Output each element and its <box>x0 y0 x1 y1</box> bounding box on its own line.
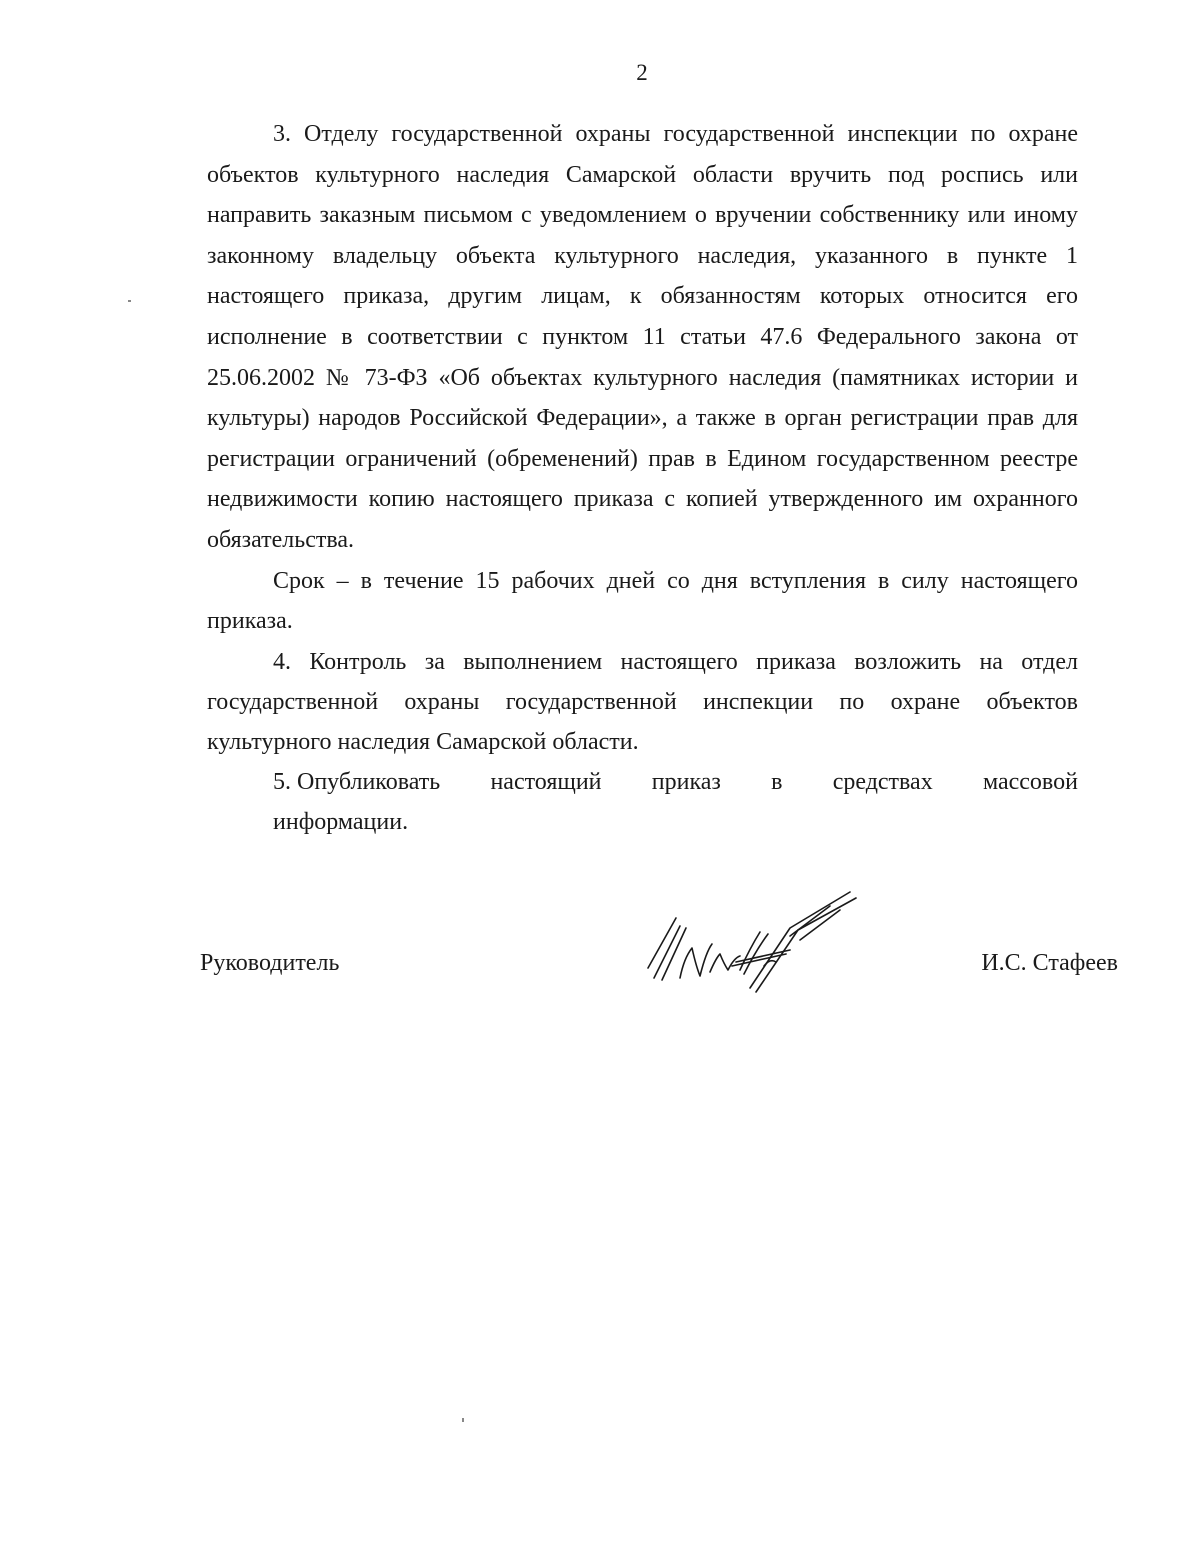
paragraph-3: 3. Отделу государственной охраны государственной инспекции по охране объектов культурного наследия Самарской области вручить под роспись или направить заказным письмом с уведомлением о вручении собственнику или иному законному владельцу объекта культурного наследия, указанного в пункте 1 настоящего приказа, другим лицам, к обязанностям которых относится его исполнение в соответствии с пунктом 11 статьи 47.6 Федерального закона от 25.06.2002 № 73-ФЗ «Об объектах культурного наследия (памятниках истории и культуры) народов Российской Федерации», а также в орган регистрации прав для регистрации ограничений (обременений) прав в Едином государственном реестре недвижимости копию настоящего приказа с копией утвержденного им охранного обязательства. <box>207 121 1078 553</box>
p5-word: 5. Опубликовать <box>273 768 441 795</box>
paragraph-5-line <box>273 762 1078 802</box>
scan-speck <box>462 1418 464 1422</box>
p5-word: средствах <box>832 768 933 795</box>
signer-name: И.С. Стафеев <box>981 950 1118 976</box>
p5-word: в <box>771 768 783 795</box>
signer-title: Руководитель <box>200 950 340 976</box>
scan-speck <box>128 300 131 302</box>
p5-word: приказ <box>651 768 721 795</box>
paragraph-deadline: Срок – в течение 15 рабочих дней со дня вступления в силу настоящего приказа. <box>207 567 1078 635</box>
paragraph-5 <box>207 762 1078 842</box>
paragraph-5-last-line: информации. <box>273 808 409 835</box>
p5-word: массовой <box>982 768 1078 795</box>
page-number: 2 <box>636 60 648 85</box>
document-body <box>207 114 1078 842</box>
paragraph-4: 4. Контроль за выполнением настоящего приказа возложить на отдел государственной охраны государственной инспекции по охране объектов культурного наследия Самарской области. <box>207 648 1078 755</box>
handwritten-signature <box>640 888 870 998</box>
p5-word: настоящий <box>490 768 602 795</box>
